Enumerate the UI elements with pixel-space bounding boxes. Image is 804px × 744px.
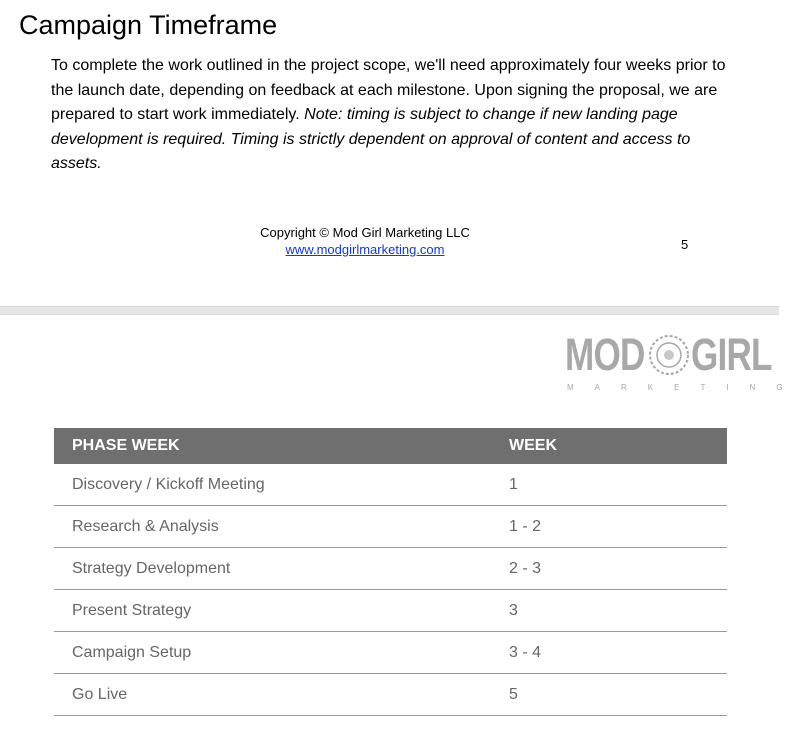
page-break [0,306,779,315]
document-page-6 [0,315,804,744]
phase-cell: Go Live [54,674,509,716]
phase-cell: Strategy Development [54,548,509,590]
phase-cell: Research & Analysis [54,506,509,548]
table-row [54,464,727,506]
table-row [54,590,727,632]
header-phase: PHASE WEEK [54,428,509,464]
logo-mod-text: MOD [565,329,645,380]
logo-girl-text: GIRL [691,329,772,380]
table-row [54,632,727,674]
document-page-5 [0,0,779,306]
table-row [54,674,727,716]
week-cell: 5 [509,674,727,716]
paragraph-plain-text: To complete the work outlined in the project scope, we'll need approximately four weeks prior to the launch date, depending on feedback at each milestone. Upon signing the proposal, we are prepared to start work immediately. [51,57,726,123]
header-week: WEEK [509,428,727,464]
phase-cell: Present Strategy [54,590,509,632]
table-row [54,548,727,590]
page-number: 5 [681,237,689,252]
logo-seal-icon [647,333,691,377]
phase-cell: Campaign Setup [54,632,509,674]
paragraph-note-text: Note: timing is subject to change if new landing page development is required. Timing is strictly dependent on approval of content and access to assets. [51,106,691,172]
phase-cell: Discovery / Kickoff Meeting [54,464,509,506]
page-footer [0,224,730,258]
mod-girl-logo [565,329,804,399]
week-cell: 1 - 2 [509,506,727,548]
timeline-table [54,428,727,716]
section-heading: Campaign Timeframe [19,10,278,40]
table-row [54,506,727,548]
week-cell: 1 [509,464,727,506]
timeframe-paragraph [51,54,731,177]
website-link[interactable]: www.modgirlmarketing.com [285,242,445,257]
logo-tagline: MARKETING [567,383,804,392]
copyright-text: Copyright © Mod Girl Marketing LLC [260,225,470,240]
week-cell: 2 - 3 [509,548,727,590]
table-header-row [54,428,727,464]
week-cell: 3 [509,590,727,632]
week-cell: 3 - 4 [509,632,727,674]
